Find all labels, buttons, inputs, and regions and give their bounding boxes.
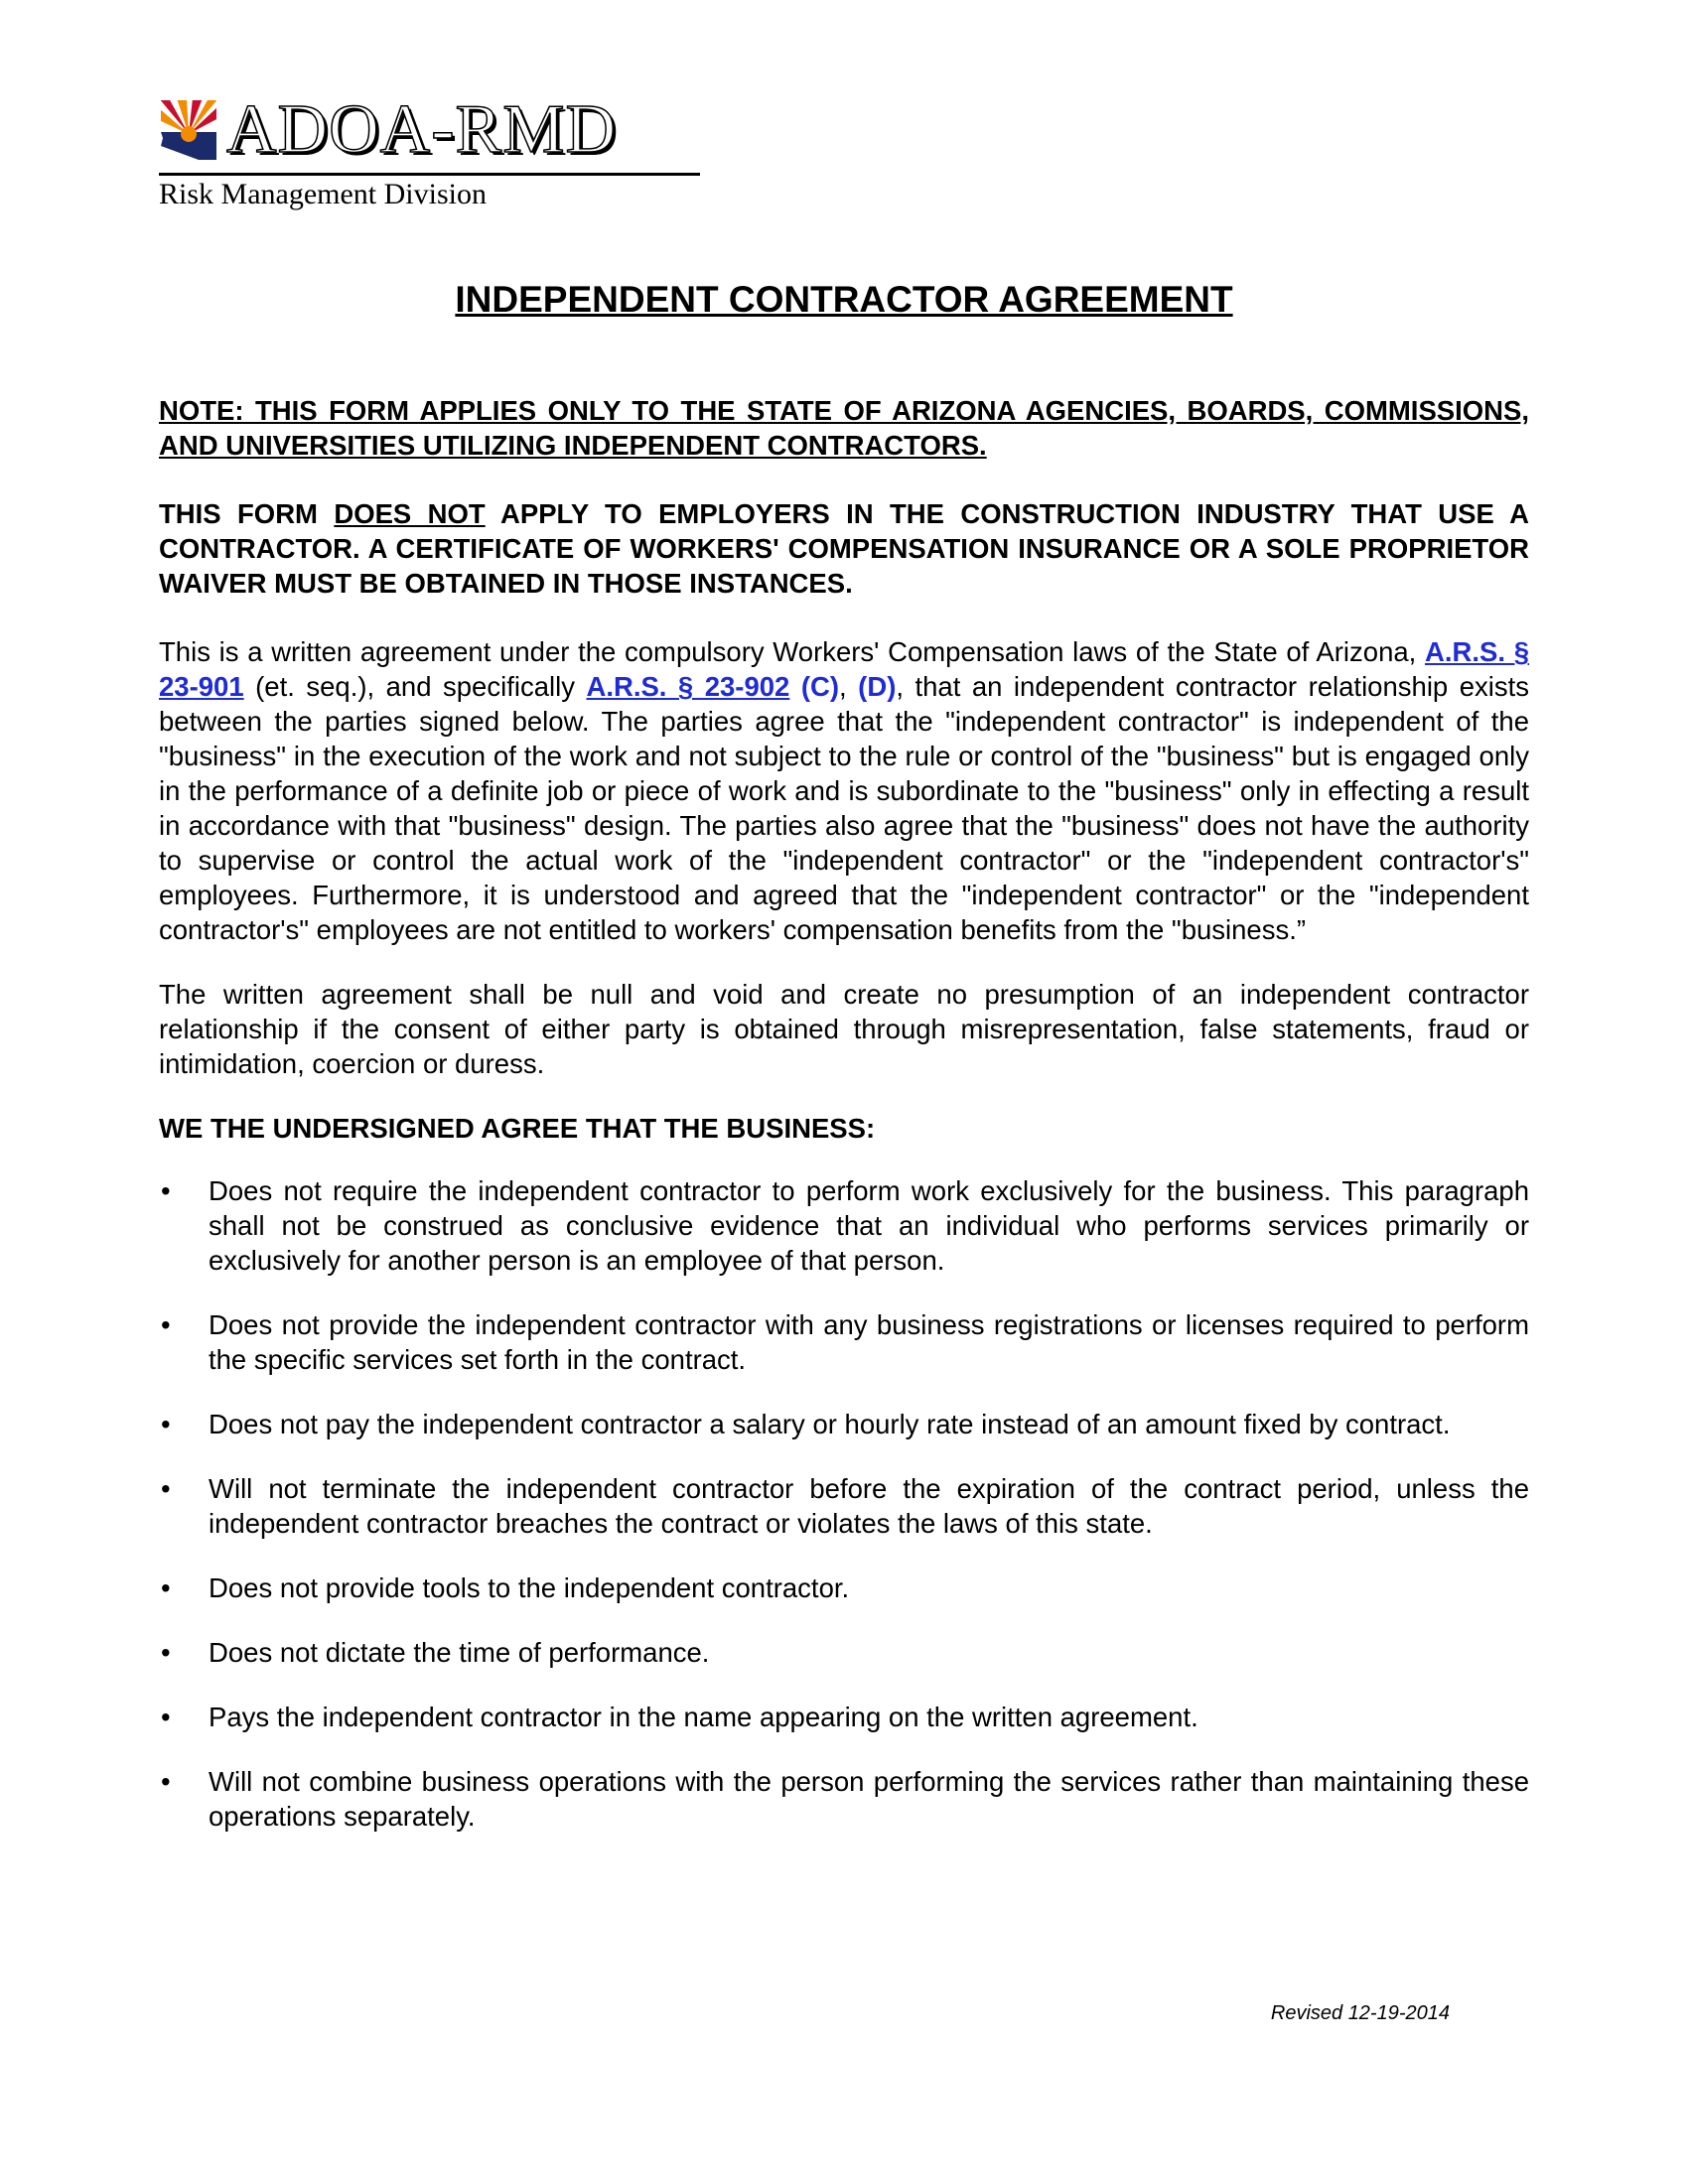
list-item <box>159 1471 1529 1541</box>
logo-text: ADOA-RMD <box>226 91 617 168</box>
bullet-icon: • <box>161 1409 171 1439</box>
warning-paragraph <box>159 496 1529 601</box>
bullet-icon: • <box>161 1473 171 1504</box>
list-item <box>159 1407 1529 1441</box>
list-item <box>159 1764 1529 1834</box>
list-item-text: Will not combine business operations with the person performing the services rather than maintaining these operations separately. <box>209 1766 1529 1832</box>
warning-post: APPLY TO EMPLOYERS IN THE CONSTRUCTION INDUSTRY THAT USE A CONTRACTOR. A CERTIFICATE OF WORKERS' COMPENSATION INSURANCE OR A SOLE PROPRIETOR WAIVER MUST BE OBTAINED IN THOSE INSTANCES. <box>159 498 1529 599</box>
adoa-rmd-logo <box>159 91 700 211</box>
ars-23-901-link[interactable]: A.R.S. § 23-901 <box>159 636 1529 702</box>
business-conditions-list <box>159 1173 1529 1834</box>
arizona-state-icon <box>159 98 218 162</box>
note-paragraph: NOTE: THIS FORM APPLIES ONLY TO THE STATE OF ARIZONA AGENCIES, BOARDS, COMMISSIONS, AND UNIVERSITIES UTILIZING INDEPENDENT CONTRACTORS. <box>159 395 1529 461</box>
warning-pre: THIS FORM <box>159 498 335 529</box>
warning-emphasis: DOES NOT <box>334 498 486 529</box>
list-item <box>159 1173 1529 1278</box>
bullet-icon: • <box>161 1572 171 1603</box>
bullet-icon: • <box>161 1309 171 1340</box>
revision-date: Revised 12-19-2014 <box>1270 2002 1450 2024</box>
list-item-text: Pays the independent contractor in the name appearing on the written agreement. <box>209 1702 1198 1732</box>
paragraph-text: , <box>839 671 859 702</box>
list-item <box>159 1635 1529 1670</box>
paragraph-text: , that an independent contractor relationship exists between the parties signed below. The parties agree that the "independent contractor" is independent of the "business" in the execution of the work and not subject to the rule or control of the "business" but is engaged only in the performance of a definite job or piece of work and is subordinate to the "business" only in effecting a result in accordance with that "business" design. The parties also agree that the "business" does not have the authority to supervise or control the actual work of the "independent contractor" or the "independent contractor's" employees. Furthermore, it is understood and agreed that the "independent contractor" or the "independent contractor's" employees are not entitled to workers' compensation benefits from the "business.” <box>159 671 1530 945</box>
ars-23-902-d-link[interactable]: (D) <box>858 671 897 702</box>
paragraph-text: This is a written agreement under the compulsory Workers' Compensation laws of the State of Arizona, <box>159 636 1426 667</box>
paragraph-text <box>789 671 801 702</box>
ars-23-902-c-link[interactable]: (C) <box>800 671 840 702</box>
agreement-paragraph <box>159 634 1529 947</box>
bullet-icon: • <box>161 1175 171 1206</box>
list-item-text: Does not require the independent contractor to perform work exclusively for the business. This paragraph shall not be construed as conclusive evidence that an individual who performs services primarily or exclusively for another person is an employee of that person. <box>209 1175 1529 1276</box>
list-item-text: Does not pay the independent contractor a salary or hourly rate instead of an amount fixed by contract. <box>209 1409 1451 1439</box>
list-item <box>159 1700 1529 1734</box>
document-title: INDEPENDENT CONTRACTOR AGREEMENT <box>455 279 1233 320</box>
list-item-text: Does not provide tools to the independent contractor. <box>209 1572 850 1603</box>
logo-subtitle: Risk Management Division <box>159 178 487 210</box>
bullet-icon: • <box>161 1766 171 1797</box>
agree-heading: WE THE UNDERSIGNED AGREE THAT THE BUSINESS: <box>159 1113 876 1144</box>
logo-divider <box>159 173 700 176</box>
null-void-paragraph: The written agreement shall be null and void and create no presumption of an independent contractor relationship if the consent of either party is obtained through misrepresentation, false statements, fraud or intimidation, coercion or duress. <box>159 979 1529 1079</box>
list-item <box>159 1307 1529 1377</box>
list-item-text: Will not terminate the independent contractor before the expiration of the contract period, unless the independent contractor breaches the contract or violates the laws of this state. <box>209 1473 1529 1539</box>
paragraph-text: (et. seq.), and specifically <box>243 671 587 702</box>
list-item-text: Does not provide the independent contractor with any business registrations or licenses required to perform the specific services set forth in the contract. <box>209 1309 1529 1375</box>
list-item <box>159 1570 1529 1605</box>
list-item-text: Does not dictate the time of performance. <box>209 1637 710 1668</box>
bullet-icon: • <box>161 1637 171 1668</box>
document-body <box>159 393 1529 1863</box>
bullet-icon: • <box>161 1702 171 1732</box>
ars-23-902-link[interactable]: A.R.S. § 23-902 <box>586 671 790 702</box>
